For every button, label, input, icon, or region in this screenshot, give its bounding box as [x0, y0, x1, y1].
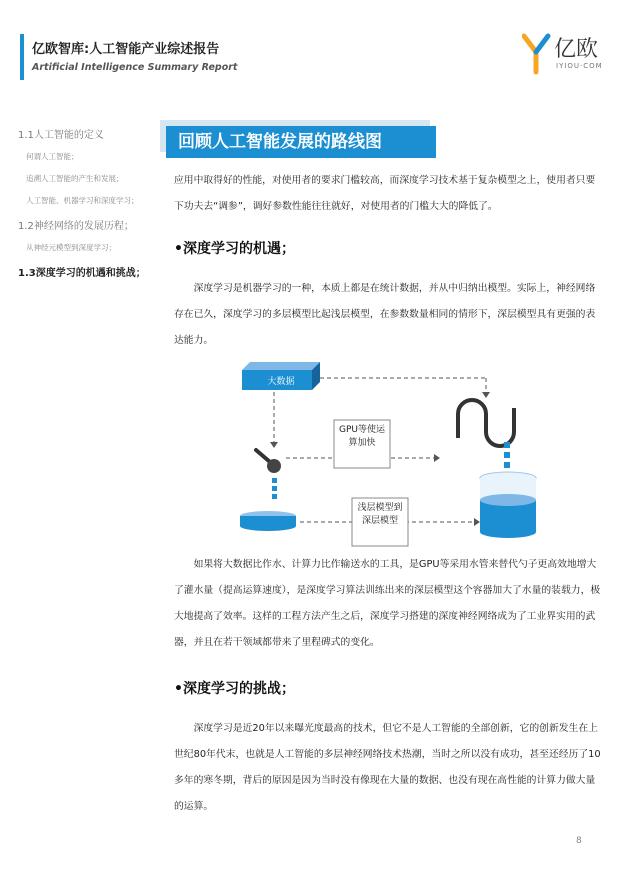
toc-subitem[interactable]: 从神经元模型到深度学习；: [26, 243, 116, 252]
paragraph-challenge: 深度学习是近20年以来曝光度最高的技术，但它不是人工智能的全部创新，它的创新发生在上世纪80年代末，也就是人工智能的多层神经网络技术热潮，当时之所以没有成功，甚至还经历了10多年的寒冬期，背后的原因是因为当时没有像现在大量的数据、也没有现在高性能的计算力做大量的运算。: [174, 723, 601, 812]
water-drop: [272, 494, 277, 499]
heading-challenge: •深度学习的挑战；: [174, 681, 295, 697]
bigdata-box-top: [242, 362, 320, 370]
paragraph-diagram: 如果将大数据比作水、计算力比作输送水的工具，是GPU等采用水管来替代勺子更高效地增大了灌水量（提高运算速度），是深度学习算法训练出来的深层模型这个容器加大了水量的装载力，极大地提高了效率。这样的工程方法产生之后，深度学习搭建的深度神经网络成为了工业界实用的武器，并且在若干领域都带来了里程碑式的变化。: [174, 559, 601, 648]
water-analogy-diagram: [226, 358, 546, 548]
intro-paragraph: 应用中取得好的性能，对使用者的要求门槛较高，而深度学习技术基于复杂模型之上，使用者只要下功夫去“调参”，调好参数性能往往就好，对使用者的门槛大大的降低了。: [174, 175, 596, 212]
water-drop: [272, 486, 277, 491]
model-label: 浅层模型到深层模型: [357, 503, 403, 526]
gpu-label: GPU等使运算加快: [339, 425, 385, 448]
table-of-contents: [18, 126, 168, 289]
bigdata-label: 大数据: [267, 377, 295, 387]
water-drop: [504, 452, 510, 458]
toc-item[interactable]: 1.1人工智能的定义: [18, 130, 104, 141]
section-title: 回顾人工智能发展的路线图: [166, 126, 436, 158]
page-number: 8: [576, 836, 582, 846]
toc-subitem[interactable]: 人工智能、机器学习和深度学习；: [26, 196, 139, 205]
logo-text: 亿欧: [554, 37, 599, 62]
spoon-handle: [256, 450, 270, 462]
spoon-head: [267, 459, 281, 473]
water-drop: [272, 478, 277, 483]
logo-subtext: IYIOU·COM: [556, 62, 603, 70]
toc-subitem[interactable]: 追溯人工智能的产生和发展；: [26, 174, 124, 183]
toc-subitem[interactable]: 何谓人工智能；: [26, 152, 79, 161]
faucet-icon: [458, 400, 514, 446]
report-subtitle: Artificial Intelligence Summary Report: [32, 62, 238, 73]
toc-item-active[interactable]: 1.3深度学习的机遇和挑战；: [18, 268, 146, 279]
paragraph-opportunity: 深度学习是机器学习的一种，本质上都是在统计数据，并从中归纳出模型。实际上，神经网络存在已久，深度学习的多层模型比起浅层模型，在参数数量相同的情形下，深层模型具有更强的表达能力。: [174, 283, 596, 346]
header-accent-bar: [20, 34, 24, 80]
water-drop: [504, 462, 510, 468]
report-title: 亿欧智库:人工智能产业综述报告: [32, 42, 220, 57]
heading-opportunity: •深度学习的机遇；: [174, 241, 295, 257]
yiou-logo: [522, 30, 604, 76]
water-drop: [504, 442, 510, 448]
toc-item[interactable]: 1.2神经网络的发展历程；: [18, 221, 134, 232]
